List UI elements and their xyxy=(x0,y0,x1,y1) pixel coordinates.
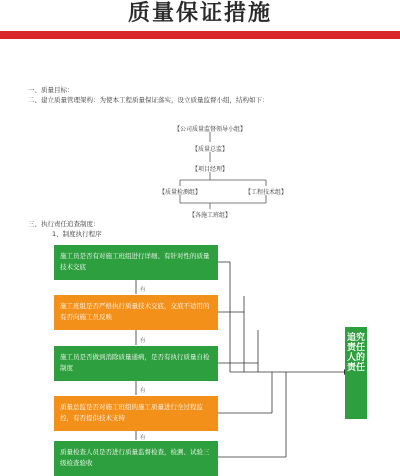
org-node-project-manager: 【项目经理】 xyxy=(191,166,228,173)
flow-box-4: 质量总监是否对施工班组的施工质量进行全过程监控，有否提供技术支持 xyxy=(54,396,218,431)
section-procedure-subtitle: 1、制度执行程序 xyxy=(52,230,102,238)
flow-label-have-2: 有 xyxy=(140,338,146,344)
flow-box-3: 施工员是否做到消除质量通病，是否有执行质量自检制度 xyxy=(54,346,218,381)
flow-label-have-4: 有 xyxy=(140,435,146,441)
org-node-engineering-tech-group: 【工程技术组】 xyxy=(244,189,287,196)
section-quality-goal: 一、质量目标： xyxy=(28,86,74,94)
flow-box-5: 质量检查人员是否进行质量监督检查，检测、试验三级检查验收 xyxy=(54,441,218,476)
flow-label-have-3: 有 xyxy=(140,388,146,394)
org-node-construction-teams: 【各施工班组】 xyxy=(188,212,231,219)
org-node-leadership-group: 【公司质量监督领导小组】 xyxy=(173,126,246,133)
org-node-quality-testing-group: 【质量检测组】 xyxy=(158,189,201,196)
page-title: 质量保证措施 xyxy=(127,1,272,26)
flow-box-1: 施工员是否有对施工班组进行详细、有针对性的质量技术交底 xyxy=(54,245,218,280)
org-node-quality-director: 【质量总监】 xyxy=(191,146,228,153)
section-responsibility-tracing: 三、执行责任追查制度： xyxy=(28,220,100,228)
responsibility-box: 追究责任人的责任 xyxy=(345,327,367,419)
section-management-structure: 二、建立质量管理架构：为使本工程质量保证落实，设立质量监督小组，结构如下： xyxy=(28,96,269,104)
flow-label-have-1: 有 xyxy=(140,287,146,293)
flow-box-2: 施工班组是否严格执行质量技术交底，交底不适用的有否向施工员反映 xyxy=(54,295,218,330)
